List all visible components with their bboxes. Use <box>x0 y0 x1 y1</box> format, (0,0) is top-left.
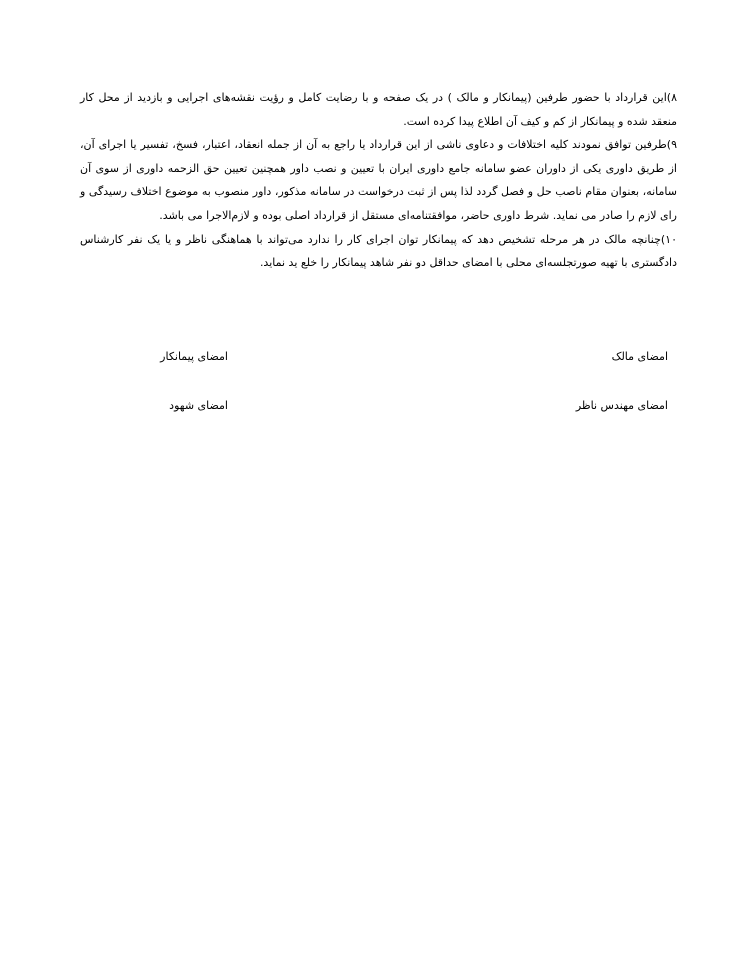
signature-row-parties <box>0 350 755 370</box>
witnesses-signature-label: امضای شهود <box>169 399 228 412</box>
contract-clauses <box>80 86 677 275</box>
clause-8: ۸)این قرارداد با حضور طرفین (پیمانکار و مالک ) در یک صفحه و با رضایت کامل و رؤیت نقشه‌های اجرایی و بازدید از محل کار منعقد شده و پیمانکار از کم و کیف آن اطلاع پیدا کرده است. <box>80 91 677 128</box>
clause-9-arbitration: ۹)طرفین توافق نمودند کلیه اختلافات و دعاوی ناشی از این قرارداد یا راجع به آن از جمله انعقاد، اعتبار، فسخ، تفسیر یا اجرای آن، از طریق داوری یکی از داوران عضو سامانه جامع داوری ایران با تعیین و نصب داور همچنین تعیین حق الزحمه داوری از سوی آن سامانه، بعنوان مقام ناصب حل و فصل گردد لذا پس از ثبت درخواست در سامانه مذکور، داور منصوب به موضوع اختلاف رسیدگی و رای لازم را صادر می نماید. شرط داوری حاضر، موافقتنامه‌ای مستقل از قرارداد اصلی بوده و لازم‌الاجرا می باشد. <box>80 138 677 222</box>
engineer-signature-label: امضای مهندس ناظر <box>575 399 668 412</box>
signature-row-engineer-witnesses <box>0 399 755 419</box>
contractor-signature-label: امضای پیمانکار <box>160 350 228 363</box>
owner-signature-label: امضای مالک <box>611 350 668 363</box>
clause-10-termination: ۱۰)چنانچه مالک در هر مرحله تشخیص دهد که پیمانکار توان اجرای کار را ندارد می‌تواند با هماهنگی ناظر و یا یک نفر کارشناس دادگستری با تهیه صورتجلسه‌ای محلی با امضای حداقل دو نفر شاهد پیمانکار را خلع ید نماید. <box>80 232 677 270</box>
